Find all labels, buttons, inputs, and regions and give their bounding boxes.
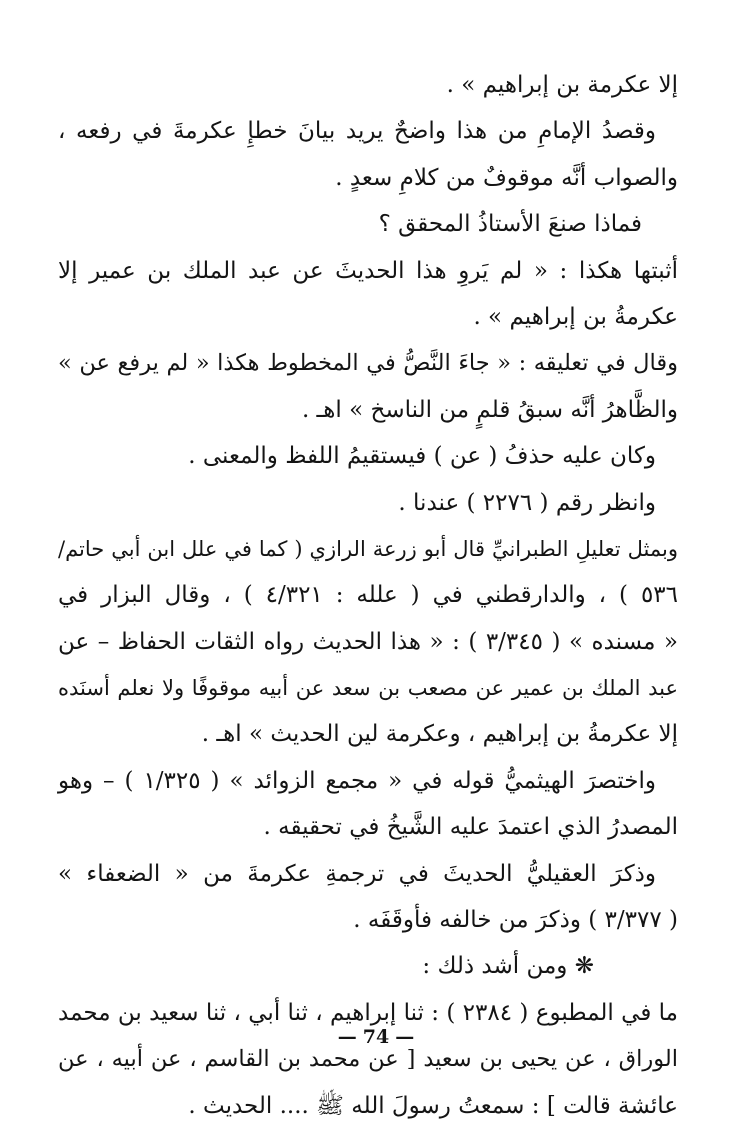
- text-line-10: وانظر رقم ( ٢٢٧٦ ) عندنا .: [398, 489, 656, 516]
- body-text: [58, 62, 678, 1129]
- text-line-11: وبمثل تعليلِ الطبرانيِّ قال أبو زرعة الرازي ( كما في علل ابن أبي حاتم/: [58, 536, 678, 561]
- text-line-4: فماذا صنعَ الأستاذُ المحقق ؟: [378, 211, 642, 238]
- text-line-19: ( ٣/٣٧٧ ) وذكرَ من خالفه فأوقَفَه .: [353, 907, 678, 934]
- text-line-20: ❋ ومن أشد ذلك :: [422, 953, 594, 980]
- text-line-5: أثبتها هكذا : « لم يَروِ هذا الحديثَ عن عبد الملك بن عمير إلا: [58, 257, 678, 284]
- text-line-16: واختصرَ الهيثميُّ قوله في « مجمع الزوائد » ( ١/٣٢٥ ) – وهو: [58, 767, 657, 794]
- text-line-14: عبد الملك بن عمير عن مصعب بن سعد عن أبيه موقوفًا ولا نعلم أسنَده: [58, 676, 678, 701]
- text-line-2: وقصدُ الإمامِ من هذا واضحٌ يريد بيانَ خطإِ عكرمةَ في رفعه ،: [58, 118, 656, 145]
- text-line-7: وقال في تعليقه : « جاءَ النَّصُّ في المخطوط هكذا « لم يرفع عن »: [58, 350, 678, 377]
- footer-dash-right: —: [395, 1026, 415, 1048]
- text-line-15: إلا عكرمةُ بن إبراهيم ، وعكرمة لين الحديث » اهـ .: [201, 721, 678, 748]
- text-line-22: الوراق ، عن يحيى بن سعيد [ عن محمد بن القاسم ، عن أبيه ، عن: [58, 1046, 678, 1073]
- page-footer: [0, 1026, 752, 1048]
- text-line-6: عكرمةُ بن إبراهيم » .: [473, 303, 678, 330]
- text-line-13: « مسنده » ( ٣/٣٤٥ ) : « هذا الحديث رواه الثقات الحفاظ – عن: [58, 628, 678, 655]
- text-line-23: عائشة قالت ] : سمعتُ رسولَ الله ﷺ .... الحديث .: [188, 1092, 678, 1119]
- page-number: 74: [362, 1026, 390, 1048]
- text-line-1: إلا عكرمة بن إبراهيم » .: [446, 72, 678, 98]
- footer-dash-left: —: [337, 1026, 357, 1048]
- text-line-3: والصواب أنَّه موقوفٌ من كلامِ سعدٍ .: [335, 164, 678, 191]
- text-line-17: المصدرُ الذي اعتمدَ عليه الشَّيخُ في تحقيقه .: [263, 814, 678, 841]
- text-line-21: ما في المطبوع ( ٢٣٨٤ ) : ثنا إبراهيم ، ثنا أبي ، ثنا سعيد بن محمد: [58, 999, 678, 1026]
- text-line-18: وذكرَ العقيليُّ الحديثَ في ترجمةِ عكرمةَ من « الضعفاء »: [58, 860, 656, 887]
- text-line-12: ٥٣٦ ) ، والدارقطني في ( علله : ٤/٣٢١ ) ، وقال البزار في: [58, 582, 679, 609]
- text-line-9: وكان عليه حذفُ ( عن ) فيستقيمُ اللفظ والمعنى .: [188, 443, 656, 470]
- text-line-8: والظَّاهرُ أنَّه سبقُ قلمٍ من الناسخ » اهـ .: [301, 396, 678, 423]
